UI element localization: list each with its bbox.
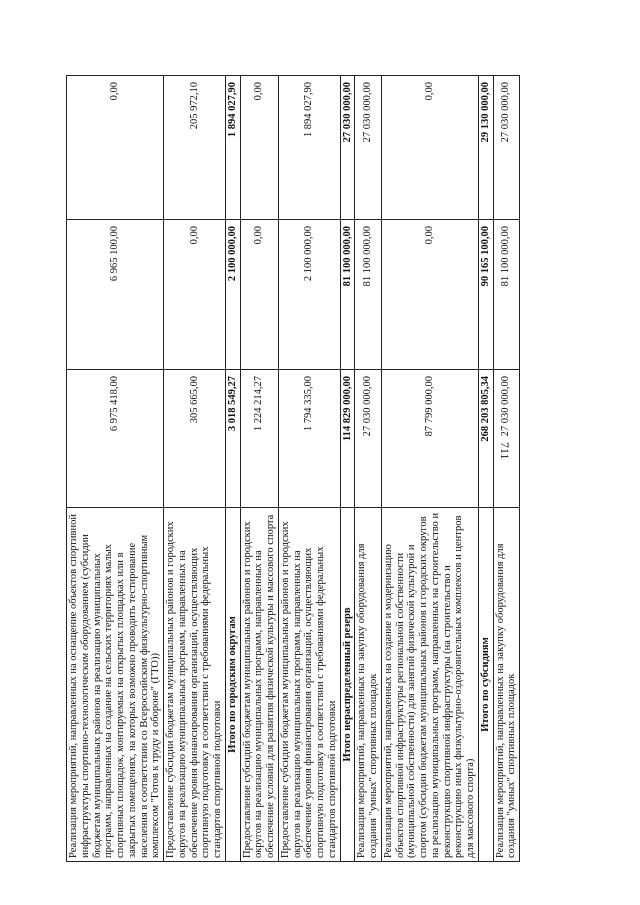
total-value-3: 29 130 000,00 (478, 76, 493, 220)
row-description: Реализация мероприятий, направленных на закупку оборудования для создания "умных" спортивных площадок (355, 508, 382, 862)
row-value-1: 27 030 000,00 (355, 370, 382, 508)
row-value-1: 305 665,00 (164, 370, 226, 508)
row-value-3: 1 894 027,90 (278, 76, 340, 220)
row-value-3: 27 030 000,00 (355, 76, 382, 220)
table-row (381, 76, 478, 862)
row-description: Реализация мероприятий, направленных на закупку оборудования для создания "умных" спортивных площадок (493, 508, 520, 862)
row-value-3: 27 030 000,00 (493, 76, 520, 220)
row-value-2: 81 100 000,00 (355, 220, 382, 370)
table-row (67, 76, 164, 862)
total-value-2: 2 100 000,00 (225, 220, 240, 370)
row-value-2: 0,00 (381, 220, 478, 370)
table-row (493, 76, 520, 862)
row-value-2: 81 100 000,00 (493, 220, 520, 370)
table-row (240, 76, 278, 862)
row-description: Реализация мероприятий, направленных на создание и модернизацию объектов спортивной инфраструктуры региональной собственности (муниципальной собственности) для занятий физической культурой и спортом (субсидии бюджетам муниципальных районов и городских округов на реализацию муниципальных программ, направленных на строительство и реконструкцию спортивной инфраструктуры (на строительство и реконструкцию иных физкультурно-оздоровительных комплексов и центров для массового спорта) (381, 508, 478, 862)
row-value-3: 205 972,10 (164, 76, 226, 220)
total-value-1: 3 018 549,27 (225, 370, 240, 508)
row-value-3: 0,00 (381, 76, 478, 220)
row-value-2: 6 965 100,00 (67, 220, 164, 370)
row-value-1: 1 224 214,27 (240, 370, 278, 508)
row-value-1: 1 794 335,00 (278, 370, 340, 508)
total-value-3: 1 894 027,90 (225, 76, 240, 220)
row-value-1: 27 030 000,00 (493, 370, 520, 508)
subsidy-table-body (67, 76, 520, 862)
total-label: Итого нераспределенный резерв (340, 508, 355, 862)
row-value-3: 0,00 (240, 76, 278, 220)
total-value-3: 27 030 000,00 (340, 76, 355, 220)
rotated-table-container (66, 76, 520, 862)
total-value-1: 268 203 805,34 (478, 370, 493, 508)
row-value-2: 2 100 000,00 (278, 220, 340, 370)
total-row (225, 76, 240, 862)
total-label: Итого по городским округам (225, 508, 240, 862)
total-value-1: 114 829 000,00 (340, 370, 355, 508)
row-value-1: 6 975 418,00 (67, 370, 164, 508)
row-description: Предоставление субсидии бюджетам муниципальных районов и городских округов на реализацию муниципальных программ, направленных на обеспечение уровня финансирования организаций, осуществляющих спортивную подготовку в соответствии с требованиями федеральных стандартов спортивной подготовки (164, 508, 226, 862)
subsidy-table (66, 75, 520, 862)
page-number: 711 (498, 442, 512, 460)
table-row (278, 76, 340, 862)
row-value-2: 0,00 (240, 220, 278, 370)
total-value-2: 81 100 000,00 (340, 220, 355, 370)
row-value-1: 87 799 000,00 (381, 370, 478, 508)
total-row (478, 76, 493, 862)
total-label: Итого по субсидиям (478, 508, 493, 862)
table-row (355, 76, 382, 862)
total-value-2: 90 165 100,00 (478, 220, 493, 370)
row-value-3: 0,00 (67, 76, 164, 220)
row-description: Предоставление субсидий бюджетам муниципальных районов и городских округов на реализацию муниципальных программ, направленных на обеспечение условий для развития физической культуры и массового спорта (240, 508, 278, 862)
table-row (164, 76, 226, 862)
row-description: Реализация мероприятий, направленных на оснащение объектов спортивной инфраструктуры спортивно-технологическим оборудованием (субсидии бюджетам муниципальных районов на реализацию муниципальных программ, направленных на создание на сельских территориях малых спортивных площадок, монтируемых на открытых площадках или в закрытых помещениях, на которых возможно проводить тестирование населения в соответствии со Всероссийским физкультурно-спортивным комплексом "Готов к труду и обороне" (ГТО)) (67, 508, 164, 862)
total-row (340, 76, 355, 862)
row-value-2: 0,00 (164, 220, 226, 370)
row-description: Предоставление субсидии бюджетам муниципальных районов и городских округов на реализацию муниципальных программ, направленных на обеспечение уровня финансирования организаций, осуществляющих спортивную подготовку в соответствии с требованиями федеральных стандартов спортивной подготовки (278, 508, 340, 862)
